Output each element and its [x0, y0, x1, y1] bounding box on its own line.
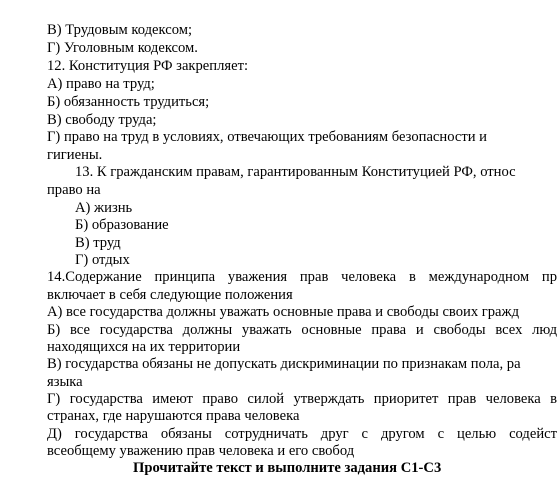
question-14: 14.Содержание принципа уважения прав человека в международном пр — [47, 269, 557, 285]
q12-option-g: Г) право на труд в условиях, отвечающих требованиям безопасности и — [47, 129, 487, 145]
q12-option-g-continued: гигиены. — [47, 147, 103, 163]
section-heading-c1-c3: Прочитайте текст и выполните задания С1-С3 — [133, 460, 442, 476]
answer-option-v-labor-code: В) Трудовым кодексом; — [47, 22, 193, 38]
q13-option-v: В) труд — [75, 235, 121, 251]
q14-option-g-continued: странах, где нарушаются права человека — [47, 408, 300, 424]
q14-option-d-continued: всеобщему уважению прав человека и его свобод — [47, 443, 355, 459]
q14-option-v: В) государства обязаны не допускать дискриминации по признакам пола, ра — [47, 356, 521, 372]
q13-option-g: Г) отдых — [75, 252, 130, 268]
q13-option-a: А) жизнь — [75, 200, 133, 216]
answer-option-g-criminal-code: Г) Уголовным кодексом. — [47, 40, 198, 56]
q14-option-g: Г) государства имеют право силой утверждать приоритет прав человека в — [47, 391, 557, 407]
question-13: 13. К гражданским правам, гарантированным Конституцией РФ, относ — [75, 164, 516, 180]
q14-option-v-continued: языка — [47, 374, 83, 390]
q14-option-d: Д) государства обязаны сотрудничать друг с другом с целью содейст — [47, 426, 557, 442]
question-12: 12. Конституция РФ закрепляет: — [47, 58, 248, 74]
q14-option-a: А) все государства должны уважать основные права и свободы своих гражд — [47, 304, 520, 320]
q14-option-b-continued: находящихся на их территории — [47, 339, 241, 355]
q13-option-b: Б) образование — [75, 217, 169, 233]
q12-option-v: В) свободу труда; — [47, 112, 157, 128]
question-14-continued: включает в себя следующие положения — [47, 287, 293, 303]
q12-option-a: А) право на труд; — [47, 76, 155, 92]
q14-option-b: Б) все государства должны уважать основные права и свободы всех люд — [47, 322, 557, 338]
q12-option-b: Б) обязанность трудиться; — [47, 94, 210, 110]
question-13-continued: право на — [47, 182, 101, 198]
